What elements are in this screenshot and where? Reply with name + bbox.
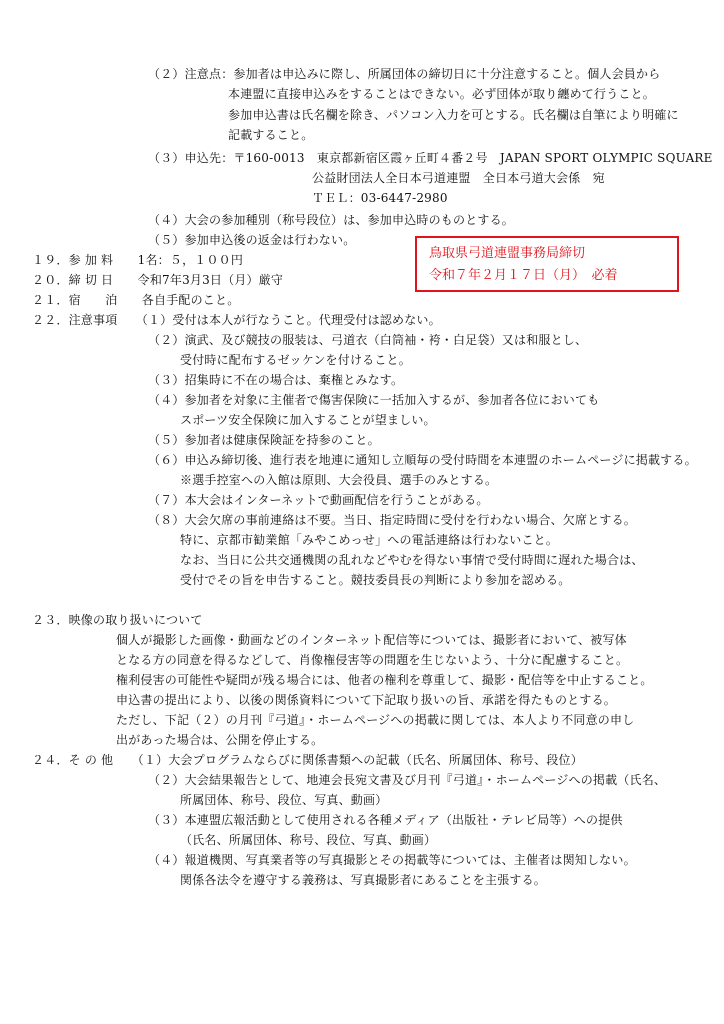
text-line: 本連盟に直接申込みをすることはできない。必ず団体が取り纏めて行うこと。 (228, 87, 656, 101)
text-line: 所属団体、称号、段位、写真、動画） (180, 793, 388, 807)
text-line: （５）参加申込後の返金は行わない。 (148, 233, 356, 247)
text-line: ２４．そ の 他 （１）大会プログラムならびに関係書類への記載（氏名、所属団体、称号、段位） (32, 753, 583, 767)
text-line: （２）注意点：参加者は申込みに際し、所属団体の締切日に十分注意すること。個人会員から (148, 67, 661, 81)
text-line: スポーツ安全保険に加入することが望ましい。 (180, 413, 436, 427)
text-line: ※選手控室への入館は原則、大会役員、選手のみとする。 (180, 473, 498, 487)
text-line: （４）報道機関、写真業者等の写真撮影とその掲載等については、主催者は関知しない。 (148, 853, 636, 867)
text-line: ただし、下記（２）の月刊『弓道』・ホームページへの掲載に関しては、本人より不同意の申し (116, 713, 635, 727)
text-line: 個人が撮影した画像・動画などのインターネット配信等については、撮影者において、被写体 (116, 633, 627, 647)
text-line: （７）本大会はインターネットで動画配信を行うことがある。 (148, 493, 489, 507)
text-line: 権利侵害の可能性や疑問が残る場合には、他者の権利を尊重して、撮影・配信等を中止すること。 (116, 673, 653, 687)
text-line: ２０．締 切 日 令和7年3月3日（月）厳守 (32, 273, 284, 287)
text-line: 公益財団法人全日本弓道連盟 全日本弓道大会係 宛 (312, 171, 605, 185)
text-line: （３）本連盟広報活動として使用される各種メディア（出版社・テレビ局等）への提供 (148, 813, 623, 827)
text-line: 特に、京都市勧業館「みやこめっせ」への電話連絡は行わないこと。 (180, 533, 559, 547)
text-line: 関係各法令を遵守する義務は、写真撮影者にあることを主張する。 (180, 873, 547, 887)
text-line: 受付でその旨を申告すること。競技委員長の判断により参加を認める。 (180, 573, 571, 587)
text-line: １９．参 加 料 1名：５，１００円 (32, 253, 244, 267)
deadline-notice-line-1: 鳥取県弓道連盟事務局締切 (429, 246, 586, 261)
text-line: （２）演武、及び競技の服装は、弓道衣（白筒袖・袴・白足袋）又は和服とし、 (148, 333, 588, 347)
text-line: 出があった場合は、公開を停止する。 (116, 733, 324, 747)
text-line: ＴＥＬ：03-6447-2980 (312, 191, 448, 205)
text-line: （４）参加者を対象に主催者で傷害保険に一括加入するが、参加者各位においても (148, 393, 600, 407)
deadline-notice-box (415, 236, 679, 292)
text-line: となる方の同意を得るなどして、肖像権侵害等の問題を生じないよう、十分に配慮すること。 (116, 653, 629, 667)
text-line: 申込書の提出により、以後の関係資料について下記取り扱いの旨、承諾を得たものとする。 (116, 693, 616, 707)
text-line: （６）申込み締切後、進行表を地連に通知し立順毎の受付時間を本連盟のホームページに掲載する。 (148, 453, 697, 467)
text-line: なお、当日に公共交通機関の乱れなどやむを得ない事情で受付時間に遅れた場合は、 (180, 553, 644, 567)
text-line: （４）大会の参加種別（称号段位）は、参加申込時のものとする。 (148, 213, 515, 227)
text-line: （２）大会結果報告として、地連会長宛文書及び月刊『弓道』・ホームページへの掲載（氏名、 (148, 773, 667, 787)
text-line: 参加申込書は氏名欄を除き、パソコン入力を可とする。氏名欄は自筆により明確に (228, 108, 679, 122)
text-line: （５）参加者は健康保険証を持参のこと。 (148, 433, 380, 447)
text-line: （３）招集時に不在の場合は、棄権とみなす。 (148, 373, 404, 387)
text-line: ２３．映像の取り扱いについて (32, 613, 203, 627)
text-line: ２２．注意事項 （１）受付は本人が行なうこと。代理受付は認めない。 (32, 313, 441, 327)
text-line: ２１．宿 泊 各自手配のこと。 (32, 293, 240, 307)
text-line: 記載すること。 (228, 128, 314, 142)
deadline-notice-line-2: 令和７年２月１７日（月） 必着 (429, 268, 618, 283)
text-line: 受付時に配布するゼッケンを付けること。 (180, 353, 411, 367)
text-line: （氏名、所属団体、称号、段位、写真、動画） (180, 833, 437, 847)
text-line: （３）申込先：〒160-0013 東京都新宿区霞ヶ丘町４番２号 JAPAN SPORT OLYMPIC SQUARE (148, 151, 713, 165)
text-line: （８）大会欠席の事前連絡は不要。当日、指定時間に受付を行わない場合、欠席とする。 (148, 513, 637, 527)
